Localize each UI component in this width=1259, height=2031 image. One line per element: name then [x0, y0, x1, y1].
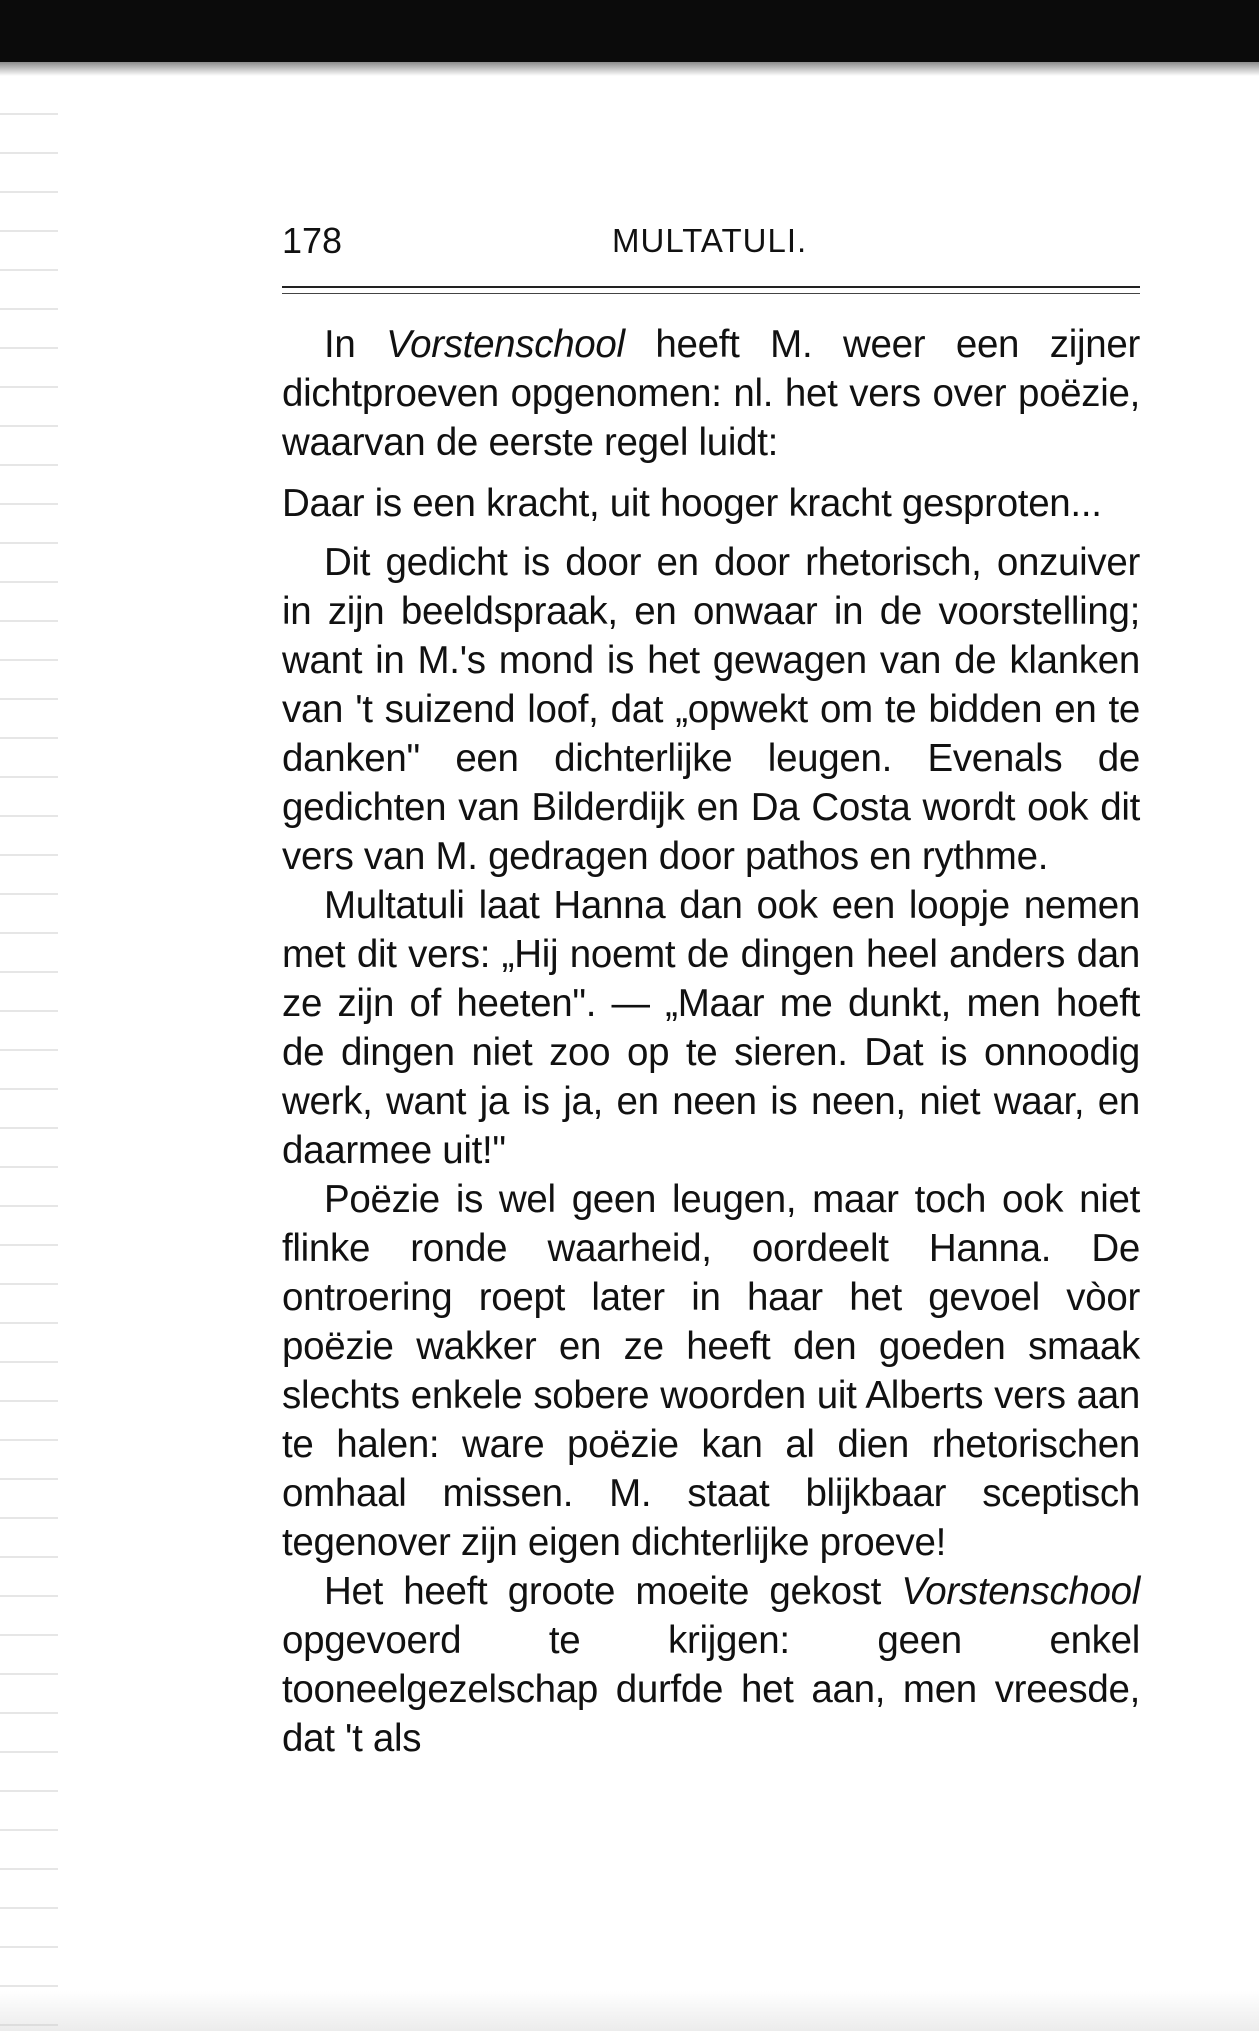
paragraph-1-after: heeft M. weer een zijner dichtproeven opgenomen: nl. het vers over poëzie, waarvan de eerste regel luidt:: [282, 323, 1140, 464]
paragraph-4: Poëzie is wel geen leugen, maar toch ook niet flinke ronde waarheid, oordeelt Hanna. De ontroering roept later in haar het gevoel vòor poëzie wakker en ze heeft den goeden smaak slechts enkele sobere woorden uit Alberts vers aan te halen: ware poëzie kan al dien rhetorischen omhaal missen. M. staat blijkbaar sceptisch tegenover zijn eigen dichterlijke proeve!: [282, 1178, 1140, 1564]
paragraph-5: [282, 1567, 1140, 1763]
paragraph-1: [282, 320, 1140, 467]
book-page: [282, 210, 1140, 1763]
paragraph-5-title: Vorstenschool: [901, 1570, 1140, 1613]
scan-edge-shadow: [0, 62, 1259, 76]
header-rule: [282, 286, 1140, 288]
page-number: 178: [282, 220, 343, 261]
paragraph-1-title: Vorstenschool: [386, 323, 625, 366]
body-text: [282, 320, 1140, 1763]
paragraph-5-after: opgevoerd te krijgen: geen enkel tooneelgezelschap durfde het aan, men vreesde, dat 't als: [282, 1619, 1140, 1760]
scan-left-margin-noise: [0, 76, 58, 2031]
paragraph-5-before: Het heeft groote moeite gekost: [324, 1570, 902, 1613]
paragraph-3: Multatuli laat Hanna dan ook een loopje nemen met dit vers: „Hij noemt de dingen heel anders dan ze zijn of heeten". — „Maar me dunkt, men hoeft de dingen niet zoo op te sieren. Dat is onnoodig werk, want ja is ja, en neen is neen, niet waar, en daarmee uit!": [282, 884, 1140, 1172]
paragraph-2: Dit gedicht is door en door rhetorisch, onzuiver in zijn beeldspraak, en onwaar in de voorstelling; want in M.'s mond is het gewagen van de klanken van 't suizend loof, dat „opwekt om te bidden en te danken" een dichterlijke leugen. Evenals de gedichten van Bilderdijk en Da Costa wordt ook dit vers van M. gedragen door pathos en rythme.: [282, 541, 1140, 878]
running-head: [282, 210, 1140, 272]
running-title: MULTATULI.: [612, 222, 808, 259]
verse-quote: Daar is een kracht, uit hooger kracht gesproten...: [282, 482, 1102, 525]
scan-dark-edge: [0, 0, 1259, 62]
paragraph-1-before: In: [324, 323, 387, 366]
scan-bottom-noise: [0, 1991, 1259, 2031]
